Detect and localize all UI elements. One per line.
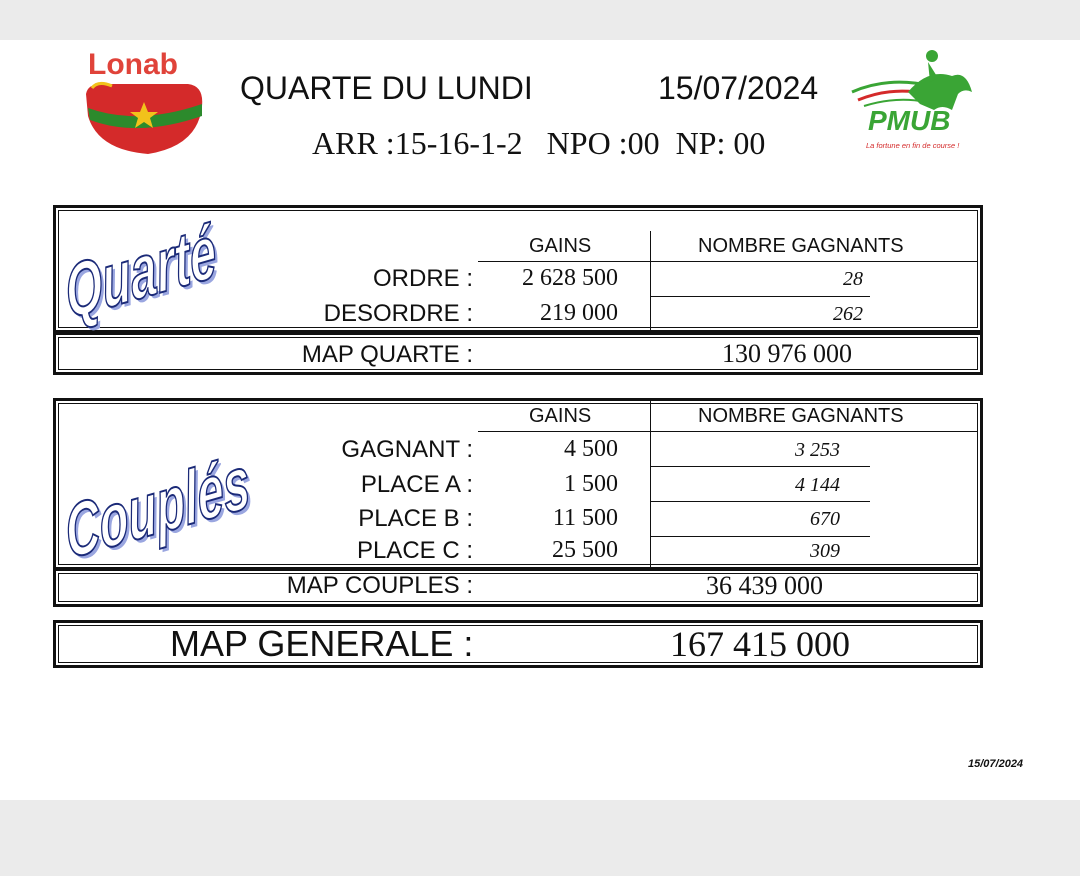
horse-jockey-icon [848,48,978,156]
arrival-line: ARR :15-16-1-2 NPO :00 NP: 00 [312,125,766,161]
couples-row-label: PLACE B : [358,505,473,532]
pmub-wordmark: PMUB [868,105,951,136]
general-map-value: 167 415 000 [670,624,850,664]
quarte-row-rule [650,296,870,297]
couples-row-gains: 11 500 [552,505,618,531]
couples-row-label: GAGNANT : [341,436,473,463]
quarte-gains-rule [478,261,650,262]
pmub-logo [848,48,978,156]
couples-row-gains: 4 500 [564,436,618,462]
lonab-logo [78,46,208,166]
quarte-count-rule [650,261,978,262]
couples-row-gains: 1 500 [564,471,618,497]
race-date: 15/07/2024 [658,70,819,106]
couples-row-rule [650,536,870,537]
quarte-col-divider [650,231,651,330]
couples-count-rule [650,431,978,432]
page-title: QUARTE DU LUNDI [240,70,533,106]
couples-col-gagnants: NOMBRE GAGNANTS [698,405,904,427]
couples-map-label: MAP COUPLES : [286,572,473,599]
couples-row-gagnants: 309 [810,540,840,562]
couples-section-word: Couplés [61,439,254,576]
quarte-row-label: DESORDRE : [323,300,473,327]
couples-row-rule [650,501,870,502]
quarte-map-value: 130 976 000 [722,339,852,368]
lonab-emblem-icon [78,46,208,166]
couples-row-label: PLACE C : [356,537,473,564]
pmub-tagline: La fortune en fin de course ! [866,141,960,150]
quarte-col-gains: GAINS [529,235,592,257]
quarte-map-label: MAP QUARTE : [301,341,473,368]
quarte-row-label: ORDRE : [372,265,473,292]
footer-date: 15/07/2024 [968,758,1024,770]
couples-row-rule [650,466,870,467]
lonab-wordmark: Lonab [88,48,178,81]
quarte-row-gains: 2 628 500 [522,265,618,291]
general-map-label: MAP GENERALE : [170,623,474,664]
quarte-col-gagnants: NOMBRE GAGNANTS [698,235,904,257]
couples-row-label: PLACE A : [360,471,473,498]
quarte-row-gagnants: 28 [843,268,863,290]
couples-gains-rule [478,431,650,432]
couples-col-divider [650,401,651,567]
couples-row-gagnants: 670 [810,508,840,530]
couples-row-gagnants: 4 144 [795,474,840,496]
quarte-row-gagnants: 262 [833,303,863,325]
couples-col-gains: GAINS [529,405,592,427]
couples-row-gagnants: 3 253 [795,439,840,461]
couples-map-value: 36 439 000 [706,571,823,600]
quarte-row-gains: 219 000 [540,300,618,326]
quarte-section-word: Quarté [61,209,221,336]
couples-row-gains: 25 500 [552,537,618,563]
